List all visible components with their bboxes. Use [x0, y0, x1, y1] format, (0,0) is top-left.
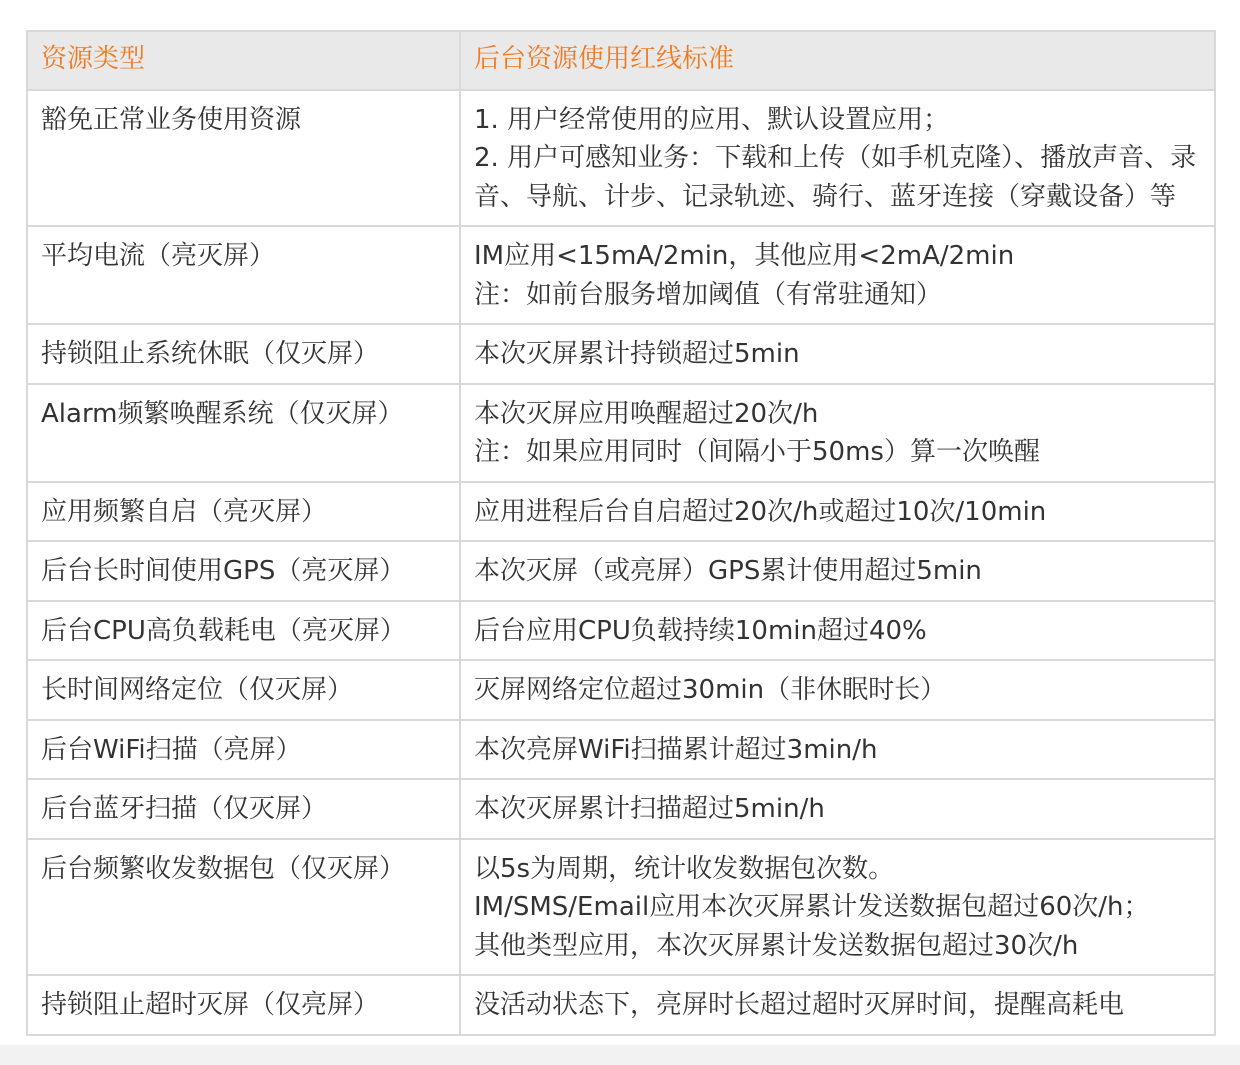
resource-type-cell: 豁免正常业务使用资源	[27, 90, 460, 227]
standard-cell	[460, 541, 1215, 601]
resource-type-cell: 持锁阻止超时灭屏（仅亮屏）	[27, 975, 460, 1035]
page-bottom-strip	[0, 1045, 1240, 1065]
standard-cell	[460, 660, 1215, 720]
standard-line: 注：如果应用同时（间隔小于50ms）算一次唤醒	[474, 437, 1040, 467]
standard-line: 本次灭屏累计持锁超过5min	[474, 339, 800, 369]
table-row	[27, 90, 1215, 227]
standard-line: 本次灭屏应用唤醒超过20次/h	[474, 398, 819, 429]
resource-type-cell: 持锁阻止系统休眠（仅灭屏）	[27, 324, 460, 384]
standard-cell	[460, 720, 1215, 780]
standard-cell	[460, 975, 1215, 1035]
standard-cell	[460, 90, 1215, 227]
table-row	[27, 975, 1215, 1035]
standard-line: 2. 用户可感知业务：下载和上传（如手机克隆）、播放声音、录音、导航、计步、记录轨迹、骑行、蓝牙连接（穿戴设备）等	[474, 143, 1197, 212]
standard-line: 后台应用CPU负载持续10min超过40%	[474, 615, 927, 646]
standard-line: 应用进程后台自启超过20次/h或超过10次/10min	[474, 496, 1047, 527]
resource-type-cell: 后台长时间使用GPS（亮灭屏）	[27, 541, 460, 601]
standard-line: 本次灭屏累计扫描超过5min/h	[474, 794, 825, 824]
standard-line: 1. 用户经常使用的应用、默认设置应用；	[474, 104, 950, 135]
table-row	[27, 226, 1215, 324]
table-row	[27, 384, 1215, 482]
standard-line: 没活动状态下，亮屏时长超过超时灭屏时间，提醒高耗电	[474, 990, 1125, 1020]
standard-cell	[460, 601, 1215, 661]
power-standards-table-container	[26, 30, 1214, 1036]
table-row	[27, 779, 1215, 839]
table-row	[27, 601, 1215, 661]
standard-line: IM/SMS/Email应用本次灭屏累计发送数据包超过60次/h；	[474, 892, 1150, 922]
standard-line: 其他类型应用，本次灭屏累计发送数据包超过30次/h	[474, 930, 1079, 961]
standard-line: 本次亮屏WiFi扫描累计超过3min/h	[474, 734, 878, 765]
standard-line: IM应用<15mA/2min，其他应用<2mA/2min	[474, 241, 1015, 271]
table-row	[27, 324, 1215, 384]
resource-type-cell: Alarm频繁唤醒系统（仅灭屏）	[27, 384, 460, 482]
standard-line: 灭屏网络定位超过30min（非休眠时长）	[474, 675, 947, 705]
standard-cell	[460, 839, 1215, 976]
table-row	[27, 660, 1215, 720]
table-row	[27, 720, 1215, 780]
table-row	[27, 482, 1215, 542]
standard-cell	[460, 226, 1215, 324]
power-standards-table	[26, 30, 1216, 1036]
table-row	[27, 541, 1215, 601]
resource-type-cell: 应用频繁自启（亮灭屏）	[27, 482, 460, 542]
table-row	[27, 839, 1215, 976]
resource-type-cell: 后台CPU高负载耗电（亮灭屏）	[27, 601, 460, 661]
resource-type-cell: 平均电流（亮灭屏）	[27, 226, 460, 324]
header-redline-standard: 后台资源使用红线标准	[460, 31, 1215, 90]
table-header-row	[27, 31, 1215, 90]
resource-type-cell: 长时间网络定位（仅灭屏）	[27, 660, 460, 720]
standard-line: 本次灭屏（或亮屏）GPS累计使用超过5min	[474, 556, 982, 586]
standard-cell	[460, 324, 1215, 384]
standard-line: 注：如前台服务增加阈值（有常驻通知）	[474, 279, 943, 310]
standard-cell	[460, 482, 1215, 542]
resource-type-cell: 后台频繁收发数据包（仅灭屏）	[27, 839, 460, 976]
standard-cell	[460, 384, 1215, 482]
standard-line: 以5s为周期，统计收发数据包次数。	[474, 853, 895, 884]
header-resource-type: 资源类型	[27, 31, 460, 90]
resource-type-cell: 后台WiFi扫描（亮屏）	[27, 720, 460, 780]
standard-cell	[460, 779, 1215, 839]
resource-type-cell: 后台蓝牙扫描（仅灭屏）	[27, 779, 460, 839]
